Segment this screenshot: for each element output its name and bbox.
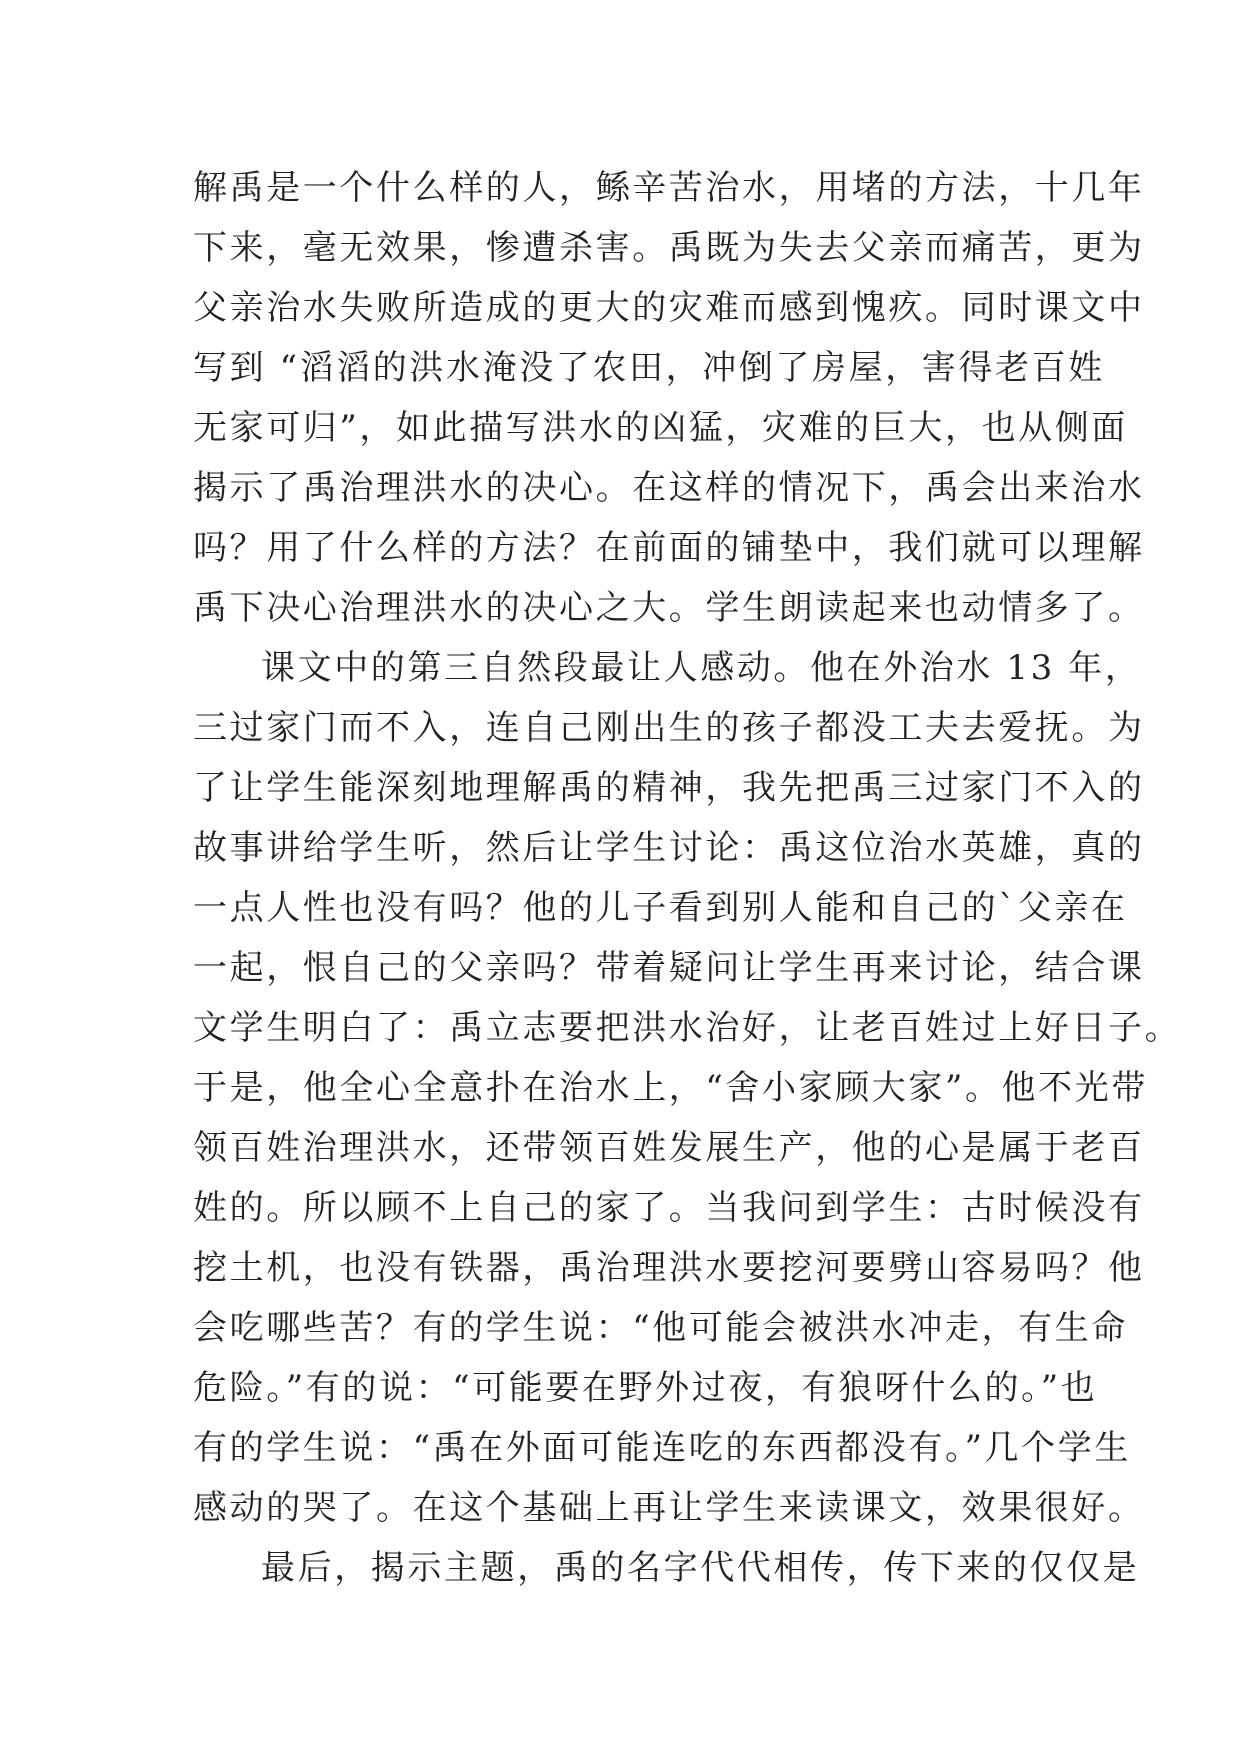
text-line: 姓的。所以顾不上自己的家了。当我问到学生：古时候没有 <box>193 1188 1145 1228</box>
text-line: 会吃哪些苦？有的学生说：“他可能会被洪水冲走，有生命 <box>193 1308 1128 1348</box>
text-line: 有的学生说：“禹在外面可能连吃的东西都没有。”几个学生 <box>193 1428 1131 1468</box>
text-line: 一起，恨自己的父亲吗？带着疑问让学生再来讨论，结合课 <box>193 948 1145 988</box>
text-line: 禹下决心治理洪水的决心之大。学生朗读起来也动情多了。 <box>193 588 1145 628</box>
text-line: 感动的哭了。在这个基础上再让学生来读课文，效果很好。 <box>193 1488 1145 1528</box>
text-line: 无家可归”，如此描写洪水的凶猛，灾难的巨大，也从侧面 <box>193 408 1128 448</box>
text-line: 揭示了禹治理洪水的决心。在这样的情况下，禹会出来治水 <box>193 468 1145 508</box>
text-line: 领百姓治理洪水，还带领百姓发展生产，他的心是属于老百 <box>193 1128 1145 1168</box>
text-line: 挖土机，也没有铁器，禹治理洪水要挖河要劈山容易吗？他 <box>193 1248 1145 1288</box>
text-line: 一点人性也没有吗？他的儿子看到别人能和自己的`父亲在 <box>193 888 1128 928</box>
text-line: 下来，毫无效果，惨遭杀害。禹既为失去父亲而痛苦，更为 <box>193 228 1145 268</box>
text-line: 危险。”有的说：“可能要在野外过夜，有狼呀什么的。”也 <box>193 1368 1098 1408</box>
text-line: 于是，他全心全意扑在治水上，“舍小家顾大家”。他不光带 <box>193 1068 1148 1108</box>
paragraph-start-line: 最后，揭示主题，禹的名字代代相传，传下来的仅仅是 <box>261 1548 1140 1588</box>
text-line: 故事讲给学生听，然后让学生讨论：禹这位治水英雄，真的 <box>193 828 1145 868</box>
body-text <box>193 158 1182 1598</box>
text-line: 三过家门而不入，连自己刚出生的孩子都没工夫去爱抚。为 <box>193 708 1145 748</box>
text-line: 写到 “滔滔的洪水淹没了农田，冲倒了房屋，害得老百姓 <box>193 348 1105 388</box>
text-line: 了让学生能深刻地理解禹的精神，我先把禹三过家门不入的 <box>193 768 1145 808</box>
text-line: 父亲治水失败所造成的更大的灾难而感到愧疚。同时课文中 <box>193 288 1145 328</box>
text-line: 解禹是一个什么样的人，鲧辛苦治水，用堵的方法，十几年 <box>193 168 1145 208</box>
paragraph-start-line: 课文中的第三自然段最让人感动。他在外治水 13 年， <box>261 648 1142 688</box>
text-line: 文学生明白了：禹立志要把洪水治好，让老百姓过上好日子。 <box>193 1008 1182 1048</box>
text-line: 吗？用了什么样的方法？在前面的铺垫中，我们就可以理解 <box>193 528 1145 568</box>
